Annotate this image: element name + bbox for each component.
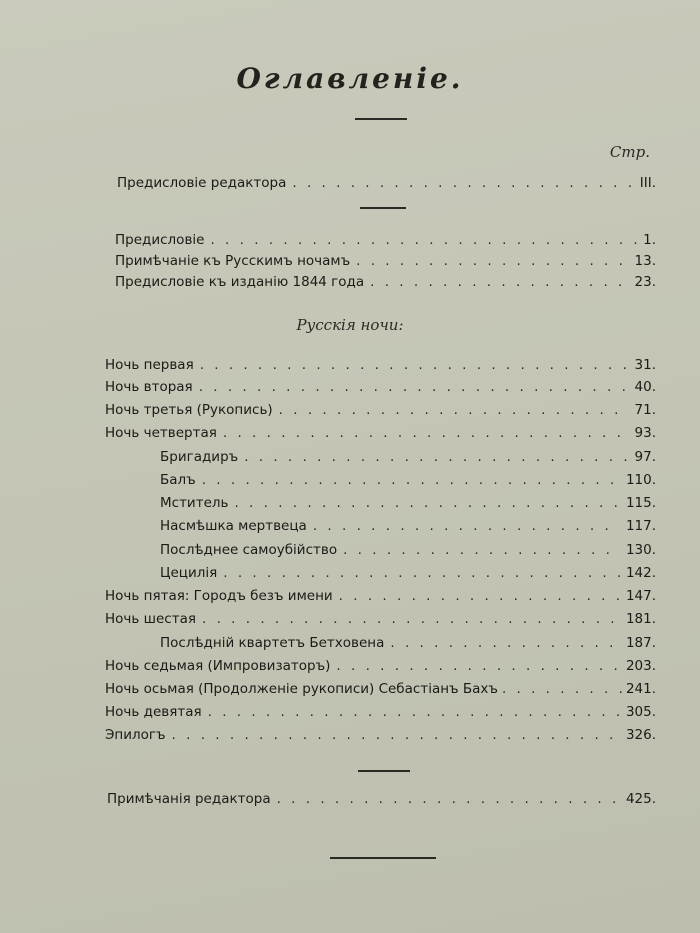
- toc-entry-label: Насмѣшка мертвеца: [160, 518, 307, 534]
- page-column-header: Стр.: [609, 143, 650, 161]
- toc-entry: [160, 562, 656, 584]
- toc-entry-label: Послѣднее самоубійство: [160, 542, 338, 558]
- toc-entry-label: Цецилія: [160, 565, 218, 581]
- toc-entry-page: 31.: [634, 357, 656, 373]
- toc-entry-page: 187.: [625, 635, 656, 651]
- leader-dots: [277, 788, 620, 810]
- toc-entry-label: Послѣдній квартетъ Бетховена: [160, 635, 385, 651]
- toc-entry-page: 142.: [625, 565, 656, 581]
- toc-entry: [105, 399, 656, 421]
- toc-entry-page: 40.: [634, 379, 656, 395]
- leader-dots: [313, 515, 620, 537]
- page-title: Оглавленіе.: [236, 62, 464, 95]
- toc-entry: [115, 250, 656, 272]
- toc-entry-label: Эпилогъ: [105, 727, 166, 743]
- toc-entry: [117, 172, 656, 194]
- toc-entry-page: 326.: [625, 727, 656, 743]
- toc-entry-page: 71.: [634, 402, 656, 418]
- toc-entry: [160, 632, 656, 654]
- toc-entry-page: 13.: [634, 253, 656, 269]
- toc-entry: [115, 229, 656, 251]
- leader-dots: [390, 632, 620, 654]
- toc-entry-page: 1.: [643, 232, 656, 248]
- section-divider: [358, 770, 410, 772]
- toc-entry-label: Бригадиръ: [160, 449, 239, 465]
- toc-entry-page: 203.: [625, 658, 656, 674]
- toc-entry-page: 117.: [625, 518, 656, 534]
- toc-entry-page: 305.: [625, 704, 656, 720]
- leader-dots: [210, 229, 637, 251]
- leader-dots: [343, 539, 620, 561]
- leader-dots: [208, 701, 620, 723]
- toc-entry-page: 93.: [634, 425, 656, 441]
- toc-entry-label: Ночь шестая: [105, 611, 196, 627]
- leader-dots: [292, 172, 633, 194]
- toc-entry: [105, 422, 656, 444]
- toc-entry-page: 241.: [625, 681, 656, 697]
- toc-entry: [160, 515, 656, 537]
- toc-entry-page: 130.: [625, 542, 656, 558]
- toc-entry-label: Балъ: [160, 472, 196, 488]
- toc-entry: [115, 271, 656, 293]
- toc-entry-page: 23.: [634, 274, 656, 290]
- leader-dots: [356, 250, 628, 272]
- toc-entry: [105, 724, 656, 746]
- toc-entry-label: Ночь седьмая (Импровизаторъ): [105, 658, 331, 674]
- toc-entry-label: Мститель: [160, 495, 229, 511]
- toc-entry-page: 115.: [625, 495, 656, 511]
- leader-dots: [502, 678, 622, 700]
- leader-dots: [202, 469, 620, 491]
- toc-entry-label: Ночь третья (Рукопись): [105, 402, 273, 418]
- toc-entry-label: Примѣчанія редактора: [107, 791, 271, 807]
- toc-entry-page: 97.: [634, 449, 656, 465]
- leader-dots: [202, 608, 620, 630]
- toc-entry-page: 147.: [625, 588, 656, 604]
- leader-dots: [336, 655, 620, 677]
- leader-dots: [234, 492, 619, 514]
- leader-dots: [339, 585, 620, 607]
- leader-dots: [244, 446, 628, 468]
- toc-entry-page: III.: [639, 175, 656, 191]
- toc-entry: [105, 376, 656, 398]
- toc-entry-label: Ночь осьмая (Продолженіе рукописи) Себастіанъ Бахъ: [105, 681, 498, 697]
- toc-entry: [105, 701, 656, 723]
- section-divider: [360, 207, 406, 209]
- leader-dots: [172, 724, 620, 746]
- toc-entry-label: Ночь пятая: Городъ безъ имени: [105, 588, 333, 604]
- leader-dots: [223, 422, 629, 444]
- toc-entry: [107, 788, 656, 810]
- leader-dots: [199, 376, 629, 398]
- title-divider: [355, 118, 407, 120]
- toc-entry: [160, 492, 656, 514]
- toc-entry-label: Предисловіе къ изданію 1844 года: [115, 274, 365, 290]
- toc-entry-label: Ночь девятая: [105, 704, 202, 720]
- toc-entry: [105, 655, 656, 677]
- toc-entry-page: 110.: [625, 472, 656, 488]
- leader-dots: [223, 562, 620, 584]
- toc-entry-label: Предисловіе редактора: [117, 175, 287, 191]
- toc-entry-label: Ночь четвертая: [105, 425, 217, 441]
- toc-entry: [105, 354, 656, 376]
- toc-entry-page: 425.: [625, 791, 656, 807]
- leader-dots: [200, 354, 629, 376]
- end-divider: [330, 857, 436, 859]
- toc-entry: [160, 446, 656, 468]
- toc-entry: [160, 539, 656, 561]
- toc-entry: [105, 585, 656, 607]
- section-heading: Русскія ночи:: [296, 316, 404, 334]
- leader-dots: [370, 271, 628, 293]
- toc-entry-label: Предисловіе: [115, 232, 205, 248]
- toc-entry: [105, 678, 656, 700]
- leader-dots: [279, 399, 629, 421]
- toc-entry: [160, 469, 656, 491]
- toc-entry: [105, 608, 656, 630]
- toc-entry-page: 181.: [625, 611, 656, 627]
- toc-entry-label: Примѣчаніе къ Русскимъ ночамъ: [115, 253, 351, 269]
- toc-entry-label: Ночь первая: [105, 357, 194, 373]
- toc-entry-label: Ночь вторая: [105, 379, 193, 395]
